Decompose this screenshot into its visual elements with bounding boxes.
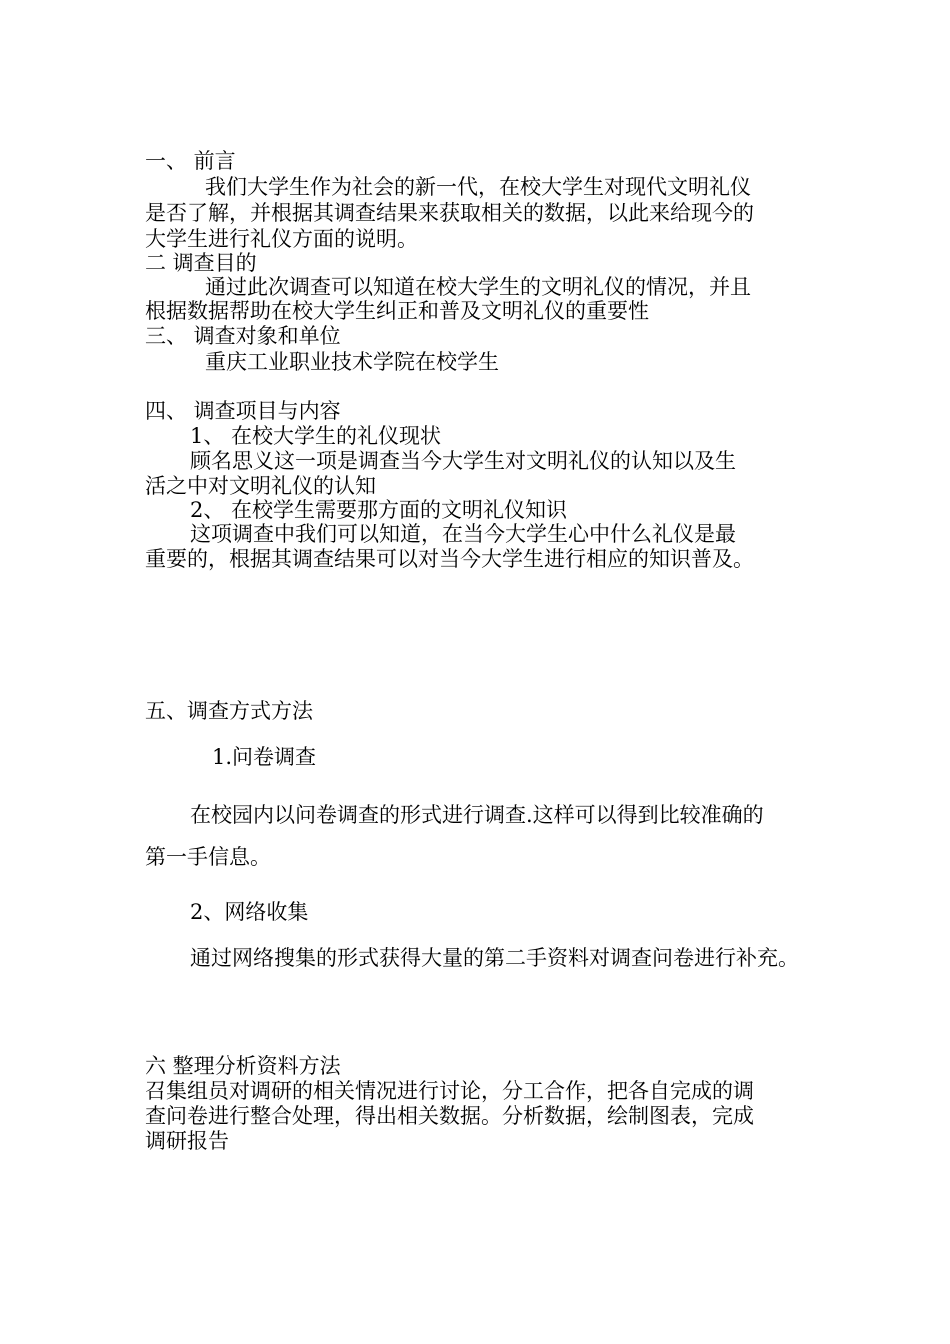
item-title: 1、 在校大学生的礼仪现状: [190, 424, 442, 448]
paragraph-line: 第一手信息。: [145, 845, 271, 869]
section-heading-methods: 五、调查方式方法: [145, 699, 313, 723]
section-heading-analysis: 六 整理分析资料方法: [145, 1054, 341, 1078]
paragraph-line: 重庆工业职业技术学院在校学生: [205, 350, 499, 374]
paragraph-line: 通过网络搜集的形式获得大量的第二手资料对调查问卷进行补充。: [190, 946, 799, 970]
section-heading-items: 四、 调查项目与内容: [145, 399, 341, 423]
section-heading-purpose: 二 调查目的: [145, 251, 257, 275]
paragraph-line: 我们大学生作为社会的新一代，在校大学生对现代文明礼仪: [205, 175, 751, 199]
paragraph-line: 活之中对文明礼仪的认知: [145, 474, 376, 498]
paragraph-line: 顾名思义这一项是调查当今大学生对文明礼仪的认知以及生: [190, 449, 736, 473]
item-title: 2、 在校学生需要那方面的文明礼仪知识: [190, 498, 568, 522]
paragraph-line: 召集组员对调研的相关情况进行讨论，分工合作，把各自完成的调: [145, 1079, 754, 1103]
paragraph-line: 是否了解，并根据其调查结果来获取相关的数据，以此来给现今的: [145, 201, 754, 225]
paragraph-line: 重要的，根据其调查结果可以对当今大学生进行相应的知识普及。: [145, 547, 754, 571]
paragraph-line: 在校园内以问卷调查的形式进行调查.这样可以得到比较准确的: [190, 803, 764, 827]
section-heading-preface: 一、 前言: [145, 149, 236, 173]
method-title: 2、网络收集: [190, 900, 309, 924]
paragraph-line: 根据数据帮助在校大学生纠正和普及文明礼仪的重要性: [145, 299, 649, 323]
paragraph-line: 通过此次调查可以知道在校大学生的文明礼仪的情况，并且: [205, 275, 751, 299]
paragraph-line: 这项调查中我们可以知道，在当今大学生心中什么礼仪是最: [190, 522, 736, 546]
paragraph-line: 调研报告: [145, 1129, 229, 1153]
section-heading-subject: 三、 调查对象和单位: [145, 324, 341, 348]
paragraph-line: 查问卷进行整合处理，得出相关数据。分析数据，绘制图表，完成: [145, 1104, 754, 1128]
method-title: 1.问卷调查: [212, 745, 317, 769]
paragraph-line: 大学生进行礼仪方面的说明。: [145, 227, 418, 251]
